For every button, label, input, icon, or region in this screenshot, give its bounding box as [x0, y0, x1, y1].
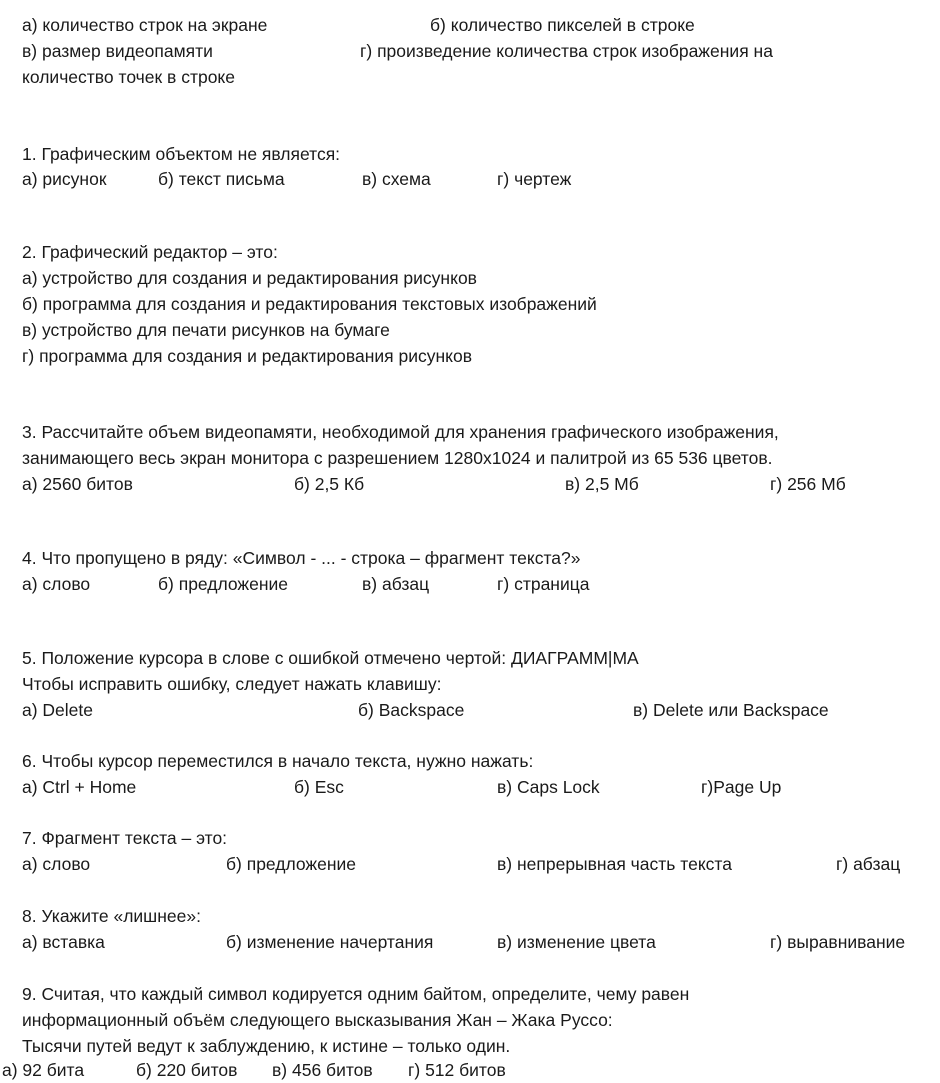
q7-option-g: г) абзац	[836, 854, 901, 874]
q7-option-v: в) непрерывная часть текста	[497, 854, 732, 874]
q9-option-v: в) 456 битов	[272, 1060, 373, 1080]
q2-option-a: а) устройство для создания и редактирования рисунков	[22, 268, 477, 288]
q3-option-g: г) 256 Мб	[770, 474, 846, 494]
question-3-text-line2: занимающего весь экран монитора с разрешением 1280x1024 и палитрой из 65 536 цветов.	[22, 448, 773, 468]
q2-option-b: б) программа для создания и редактирования текстовых изображений	[22, 294, 597, 314]
question-7-text: 7. Фрагмент текста – это:	[22, 828, 228, 848]
prev-option-g-line2: количество точек в строке	[22, 67, 236, 87]
q2-option-v: в) устройство для печати рисунков на бумаге	[22, 320, 390, 340]
question-1-text: 1. Графическим объектом не является:	[22, 144, 341, 164]
q1-option-g: г) чертеж	[497, 169, 572, 189]
question-9-text-line3: Тысячи путей ведут к заблуждению, к истине – только один.	[22, 1036, 511, 1056]
prev-option-a: а) количество строк на экране	[22, 15, 268, 35]
q7-option-b: б) предложение	[226, 854, 357, 874]
prev-option-v: в) размер видеопамяти	[22, 41, 213, 61]
q5-option-v: в) Delete или Backspace	[633, 700, 829, 720]
q3-option-a: а) 2560 битов	[22, 474, 133, 494]
q6-option-a: а) Ctrl + Home	[22, 777, 137, 797]
q9-option-g: г) 512 битов	[408, 1060, 506, 1080]
q8-option-v: в) изменение цвета	[497, 932, 656, 952]
q1-option-v: в) схема	[362, 169, 431, 189]
q5-option-b: б) Backspace	[358, 700, 465, 720]
q1-option-b: б) текст письма	[158, 169, 285, 189]
question-3-text-line1: 3. Рассчитайте объем видеопамяти, необходимой для хранения графического изображения,	[22, 422, 779, 442]
q6-option-g: г)Page Up	[701, 777, 782, 797]
q2-option-g: г) программа для создания и редактирования рисунков	[22, 346, 473, 366]
question-2-text: 2. Графический редактор – это:	[22, 242, 278, 262]
q6-option-v: в) Caps Lock	[497, 777, 600, 797]
question-5-text-line2: Чтобы исправить ошибку, следует нажать клавишу:	[22, 674, 442, 694]
question-4-text: 4. Что пропущено в ряду: «Символ - ... - строка – фрагмент текста?»	[22, 548, 581, 568]
q8-option-b: б) изменение начертания	[226, 932, 434, 952]
prev-option-b: б) количество пикселей в строке	[430, 15, 695, 35]
q8-option-g: г) выравнивание	[770, 932, 906, 952]
question-9-text-line2: информационный объём следующего высказывания Жан – Жака Руссо:	[22, 1010, 613, 1030]
q4-option-b: б) предложение	[158, 574, 289, 594]
q3-option-v: в) 2,5 Мб	[565, 474, 639, 494]
q8-option-a: а) вставка	[22, 932, 105, 952]
q3-option-b: б) 2,5 Кб	[294, 474, 365, 494]
q5-option-a: а) Delete	[22, 700, 94, 720]
q4-option-g: г) страница	[497, 574, 590, 594]
question-5-text-line1: 5. Положение курсора в слове с ошибкой отмечено чертой: ДИАГРАММ|МА	[22, 648, 639, 668]
q9-option-a: а) 92 бита	[2, 1060, 85, 1080]
question-8-text: 8. Укажите «лишнее»:	[22, 906, 201, 926]
q1-option-a: а) рисунок	[22, 169, 107, 189]
question-6-text: 6. Чтобы курсор переместился в начало текста, нужно нажать:	[22, 751, 534, 771]
q7-option-a: а) слово	[22, 854, 91, 874]
q4-option-a: а) слово	[22, 574, 91, 594]
q6-option-b: б) Esc	[294, 777, 344, 797]
q9-option-b: б) 220 битов	[136, 1060, 238, 1080]
question-9-text-line1: 9. Считая, что каждый символ кодируется одним байтом, определите, чему равен	[22, 984, 690, 1004]
prev-option-g-line1: г) произведение количества строк изображения на	[360, 41, 773, 61]
q4-option-v: в) абзац	[362, 574, 430, 594]
